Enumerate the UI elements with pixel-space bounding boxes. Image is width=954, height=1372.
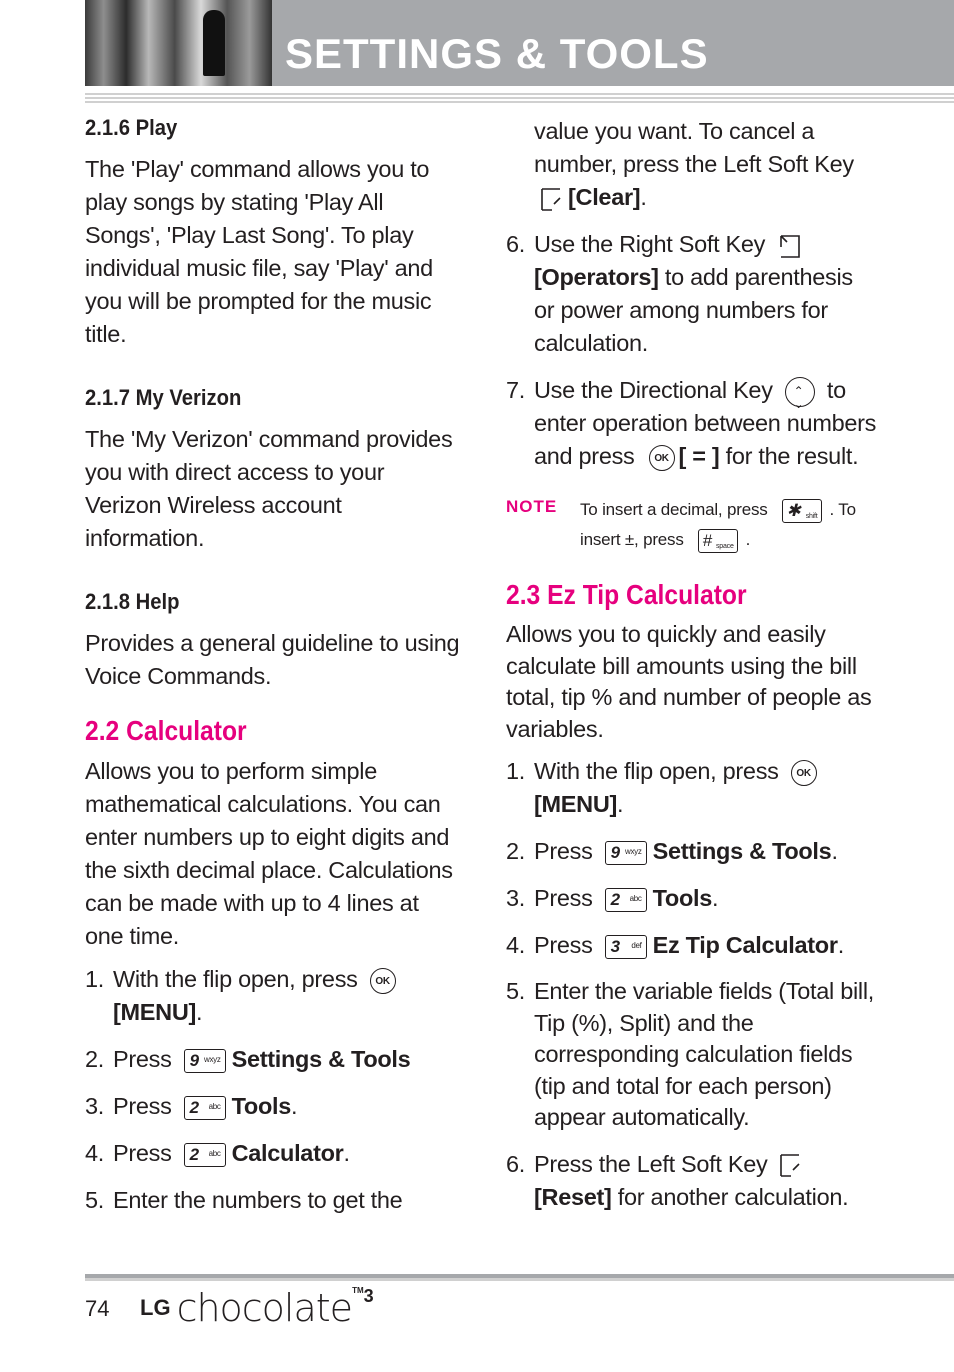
section-verizon-body: The 'My Verizon' command provides you with direct access to your Verizon Wireless account information. (85, 426, 453, 551)
note-box (506, 495, 878, 555)
calculator-steps-continued (506, 228, 878, 473)
right-column (506, 115, 878, 1214)
section-eztip-title: 2.3 Ez Tip Calculator (506, 579, 747, 610)
page-title: SETTINGS & TOOLS (285, 30, 709, 77)
note-text: To insert a decimal, press ✱ shift . To insert ±, press # space . (580, 495, 878, 555)
eztip-step-4: 4. Press 3 def Ez Tip Calculator. (506, 932, 844, 958)
section-calculator-title: 2.2 Calculator (85, 715, 247, 746)
eztip-step-3: 3. Press 2 abc Tools. (506, 885, 719, 911)
section-calculator-body: Allows you to perform simple mathematical calculations. You can enter numbers up to eight digits and the sixth decimal place. Calculations can be made with up to 4 lines at one time. (85, 758, 453, 949)
star-shift-key-icon: ✱ shift (782, 499, 822, 523)
left-soft-key-icon (540, 186, 562, 212)
footer-rule (85, 1274, 954, 1281)
key-2-icon: 2 abc (184, 1096, 226, 1120)
directional-key-icon (785, 377, 815, 407)
ok-key-icon: OK (649, 445, 675, 471)
eztip-step-6: 6. Press the Left Soft Key [Reset] for another calculation. (506, 1150, 849, 1210)
left-column (85, 115, 460, 1217)
left-soft-key-icon (779, 1152, 801, 1178)
right-soft-key-icon (779, 233, 801, 259)
ok-key-icon: OK (791, 760, 817, 786)
section-verizon-title: 2.1.7 My Verizon (85, 385, 242, 410)
eztip-step-1: 1. With the flip open, press OK [MENU]. (506, 755, 878, 821)
header-photo (85, 0, 272, 86)
calc-step-4: 4. Press 2 abc Calculator. (85, 1140, 350, 1166)
key-2-icon: 2 abc (605, 888, 647, 912)
section-help-body: Provides a general guideline to using Voice Commands. (85, 630, 460, 689)
eztip-steps (506, 755, 878, 1214)
calc-step-1: 1. With the flip open, press OK [MENU]. (85, 963, 460, 1029)
page-number: 74 (85, 1296, 110, 1321)
header-rule (85, 93, 954, 103)
calc-step-5: 5. Enter the numbers to get the (85, 1187, 403, 1213)
calc-step-7: 7. Use the Directional Key⌃ ⌄ to enter operation between numbers and press OK [ = ] for the result. (506, 374, 878, 473)
key-2-icon: 2 abc (184, 1143, 226, 1167)
section-play-body: The 'Play' command allows you to play songs by stating 'Play All Songs', 'Play Last Song'. To play individual music file, say 'Play' and you will be prompted for the music title. (85, 156, 433, 347)
ok-key-icon: OK (370, 968, 396, 994)
lg-logo: LG (140, 1295, 171, 1320)
page-header (85, 0, 954, 86)
key-3-icon: 3 def (605, 935, 647, 959)
calc-step-6: 6. Use the Right Soft Key [Operators] to add parenthesis or power among numbers for calculation. (506, 231, 853, 356)
calculator-steps (85, 963, 460, 1217)
calc-step-2: 2. Press 9 wxyz Settings & Tools (85, 1046, 411, 1072)
key-9-icon: 9 wxyz (605, 841, 647, 865)
section-help-title: 2.1.8 Help (85, 589, 180, 614)
calc-step-3: 3. Press 2 abc Tools. (85, 1093, 298, 1119)
note-label: NOTE (506, 497, 558, 516)
section-eztip-body: Allows you to quickly and easily calculate bill amounts using the bill total, tip % and number of people as variables. (506, 621, 872, 742)
brand-logo: LG chocolate™3 (140, 1286, 374, 1330)
eztip-step-5: 5. Enter the variable fields (Total bill, Tip (%), Split) and the corresponding calculation fields (tip and total for each person) appear automatically. (506, 978, 874, 1130)
chocolate-logo: chocolate (176, 1286, 353, 1330)
eztip-step-2: 2. Press 9 wxyz Settings & Tools. (506, 838, 838, 864)
section-play-title: 2.1.6 Play (85, 115, 178, 140)
pound-space-key-icon: # space (698, 529, 738, 553)
key-9-icon: 9 wxyz (184, 1049, 226, 1073)
calc-step-5-continued: value you want. To cancel a number, press the Left Soft Key [Clear]. (534, 118, 854, 210)
